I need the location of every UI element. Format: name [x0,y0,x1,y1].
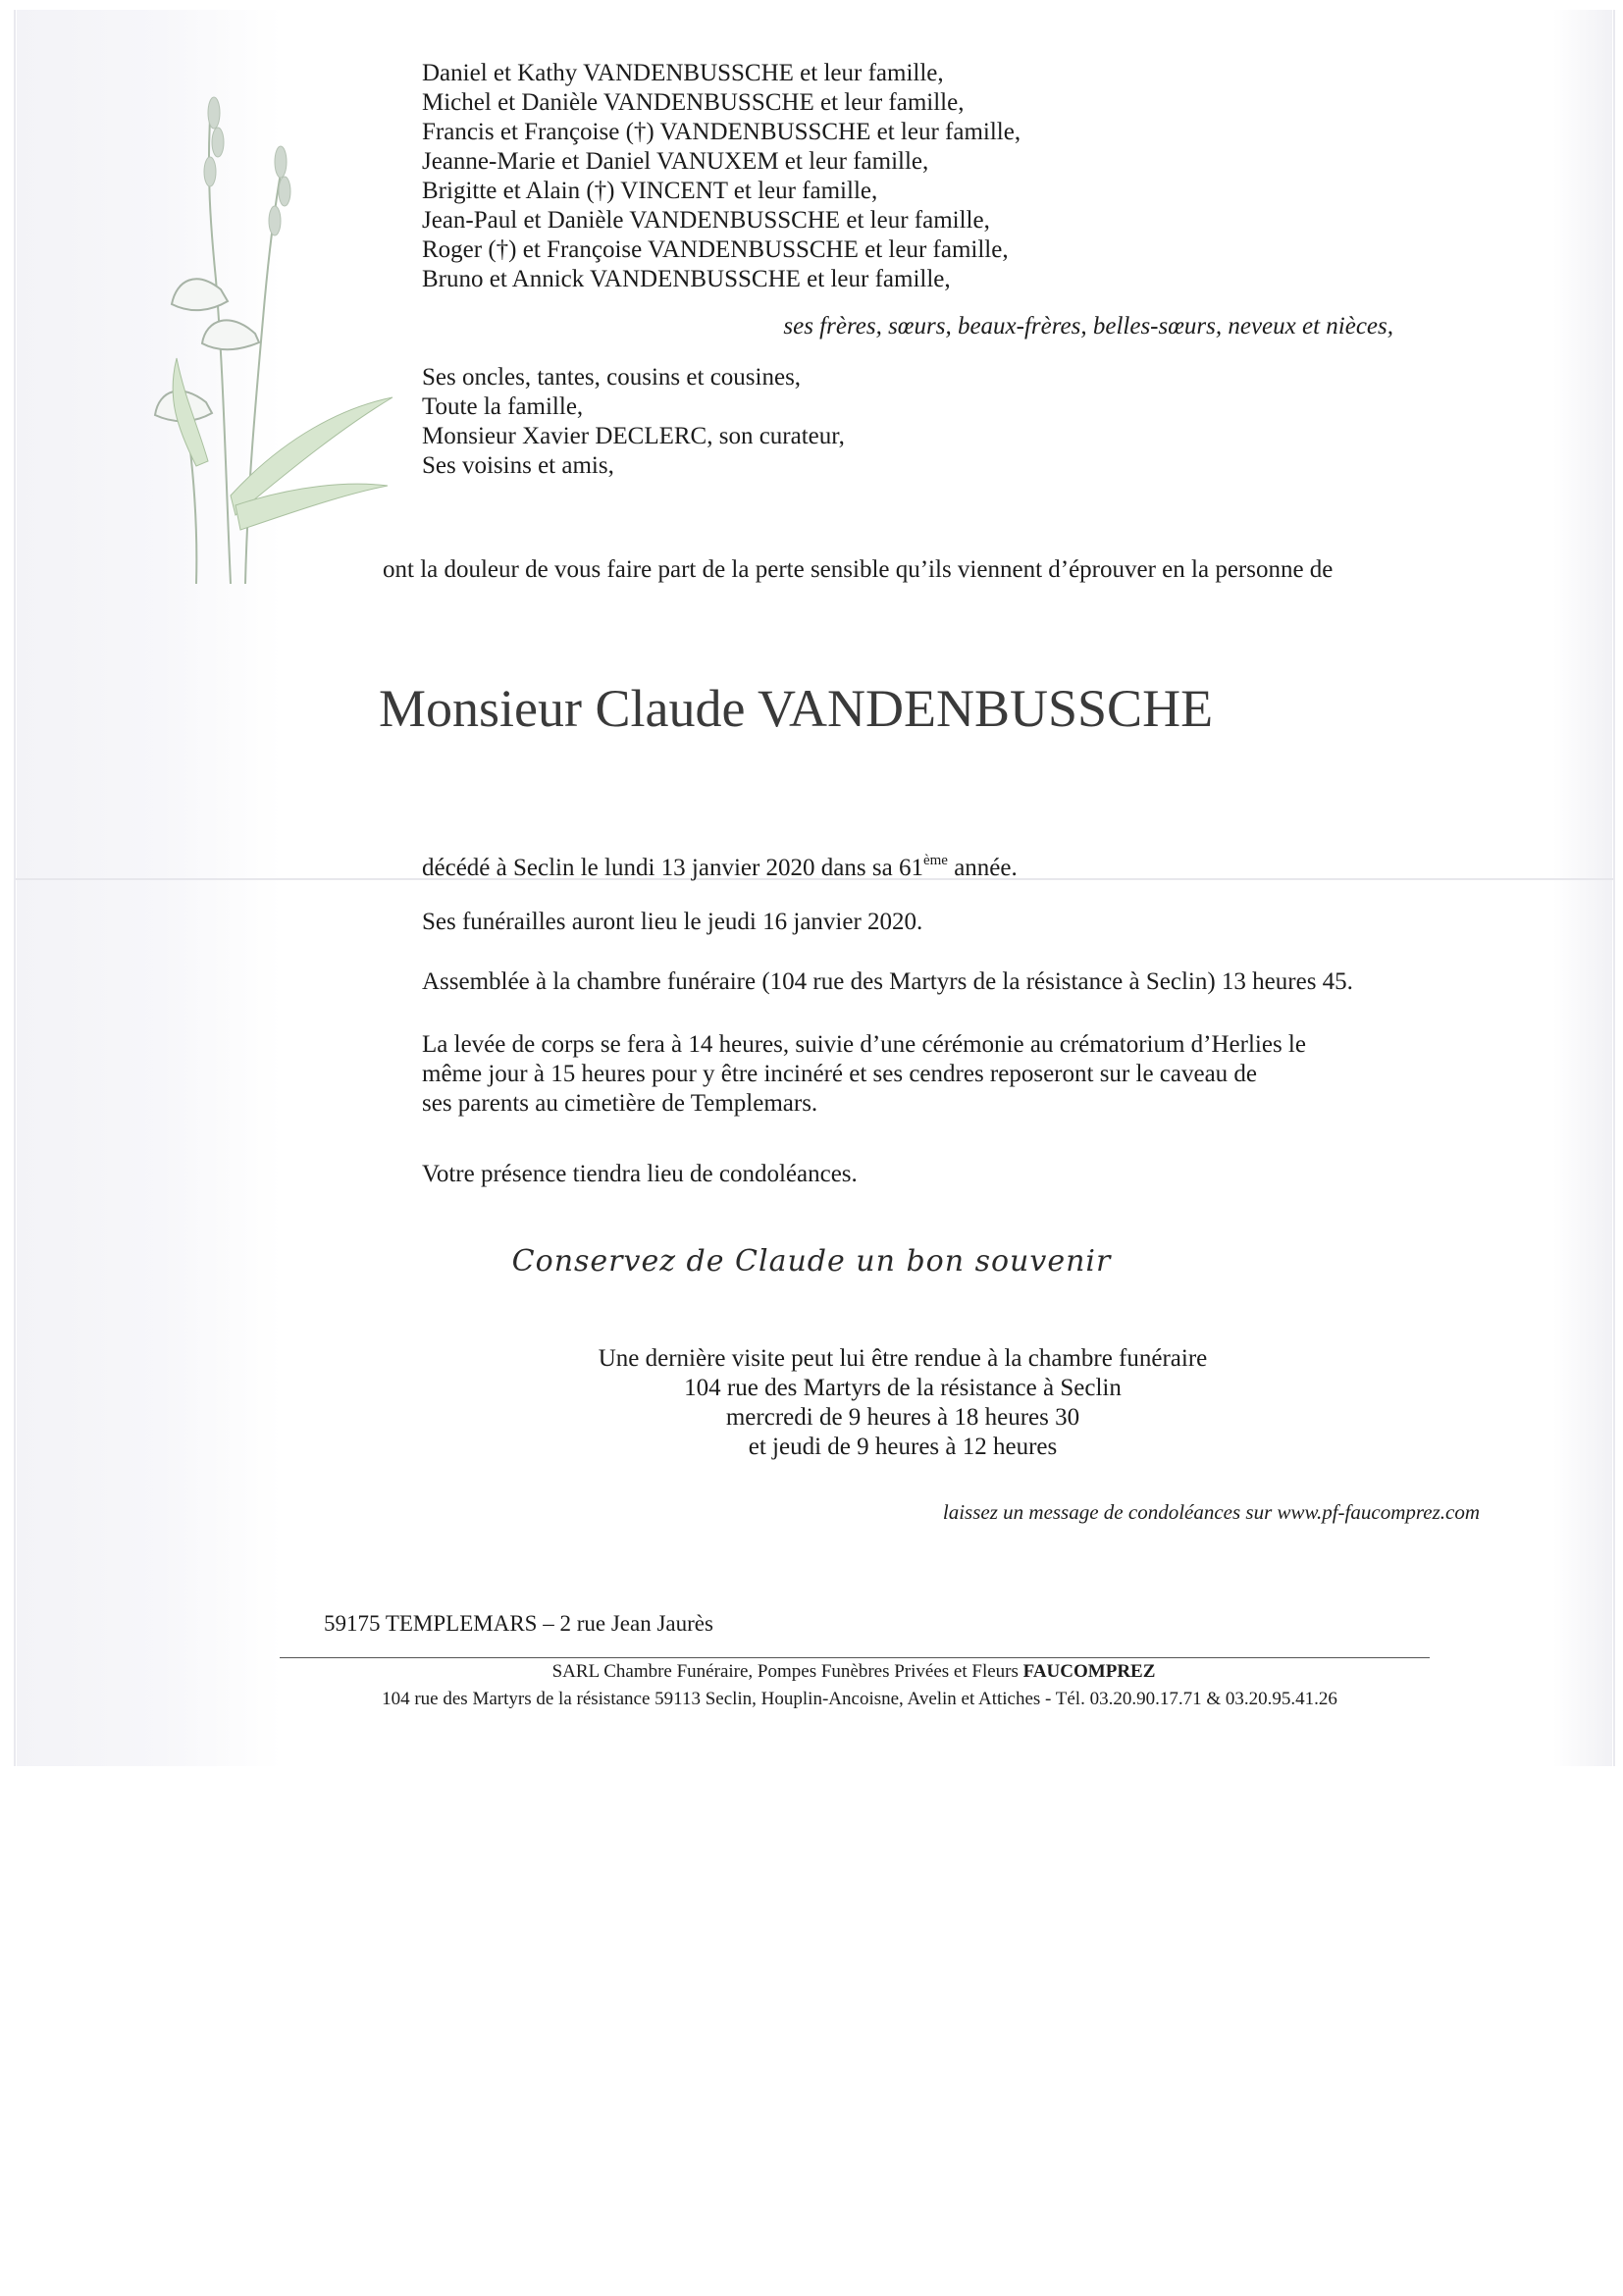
family-line: Francis et Françoise (†) VANDENBUSSCHE et leur famille, [422,119,1021,145]
family-line: Jean-Paul et Danièle VANDENBUSSCHE et leur famille, [422,207,990,234]
visit-line: 104 rue des Martyrs de la résistance à Seclin [684,1375,1122,1401]
ordinal-suffix: ème [922,853,948,868]
mourner-line: Toute la famille, [422,393,584,420]
visit-line: Une dernière visite peut lui être rendue à la chambre funéraire [598,1345,1208,1372]
family-line: Michel et Danièle VANDENBUSSCHE et leur famille, [422,89,965,116]
ceremony-line: La levée de corps se fera à 14 heures, suivie d’une cérémonie au crématorium d’Herlies le [422,1031,1306,1058]
keepsake-phrase: Conservez de Claude un bon souvenir [511,1244,1112,1278]
family-line: Bruno et Annick VANDENBUSSCHE et leur famille, [422,266,951,292]
condolence-link[interactable]: laissez un message de condoléances sur www.pf-faucomprez.com [942,1500,1480,1524]
ceremony-line: même jour à 15 heures pour y être incinéré et ses cendres reposeront sur le caveau de [422,1061,1258,1087]
family-address: 59175 TEMPLEMARS – 2 rue Jean Jaurès [324,1611,713,1636]
mourner-line: Ses oncles, tantes, cousins et cousines, [422,364,802,391]
visit-info [0,1344,1623,1462]
mourner-line: Ses voisins et amis, [422,452,614,479]
family-line: Daniel et Kathy VANDENBUSSCHE et leur famille, [422,60,944,86]
company-prefix: SARL Chambre Funéraire, Pompes Funèbres Privées et Fleurs [551,1661,1023,1682]
footer-divider [280,1657,1430,1658]
mourner-line: Monsieur Xavier DECLERC, son curateur, [422,423,845,449]
funeral-date: Ses funérailles auront lieu le jeudi 16 janvier 2020. [422,909,923,935]
death-suffix: année. [947,855,1018,881]
visit-line: mercredi de 9 heures à 18 heures 30 [725,1404,1080,1431]
other-mourners [422,363,845,481]
announcement-intro: ont la douleur de vous faire part de la perte sensible qu’ils viennent d’éprouver en la personne de [383,556,1334,583]
assembly-info: Assemblée à la chambre funéraire (104 rue des Martyrs de la résistance à Seclin) 13 heures 45. [422,968,1353,995]
family-list [422,59,1021,294]
presence-note: Votre présence tiendra lieu de condoléances. [422,1161,858,1187]
footer-contact: 104 rue des Martyrs de la résistance 59113 Seclin, Houplin-Ancoisne, Avelin et Attiches - Tél. 03.20.90.17.71 & 03.20.95.41.26 [382,1689,1337,1709]
right-shade [1553,10,1612,1766]
death-text: décédé à Seclin le lundi 13 janvier 2020 dans sa 61 [422,855,923,881]
deceased-name: Monsieur Claude VANDENBUSSCHE [379,679,1214,738]
footer-company [0,1660,1623,1684]
company-brand: FAUCOMPREZ [1022,1661,1156,1682]
family-line: Roger (†) et Françoise VANDENBUSSCHE et leur famille, [422,236,1009,263]
ceremony-line: ses parents au cimetière de Templemars. [422,1090,818,1117]
family-line: Brigitte et Alain (†) VINCENT et leur famille, [422,178,878,204]
relations-line: ses frères, sœurs, beaux-frères, belles-sœurs, neveux et nièces, [783,313,1393,339]
family-line: Jeanne-Marie et Daniel VANUXEM et leur famille, [422,148,929,175]
visit-line: et jeudi de 9 heures à 12 heures [748,1434,1058,1460]
ceremony-details [422,1030,1306,1119]
death-statement [422,846,1018,883]
